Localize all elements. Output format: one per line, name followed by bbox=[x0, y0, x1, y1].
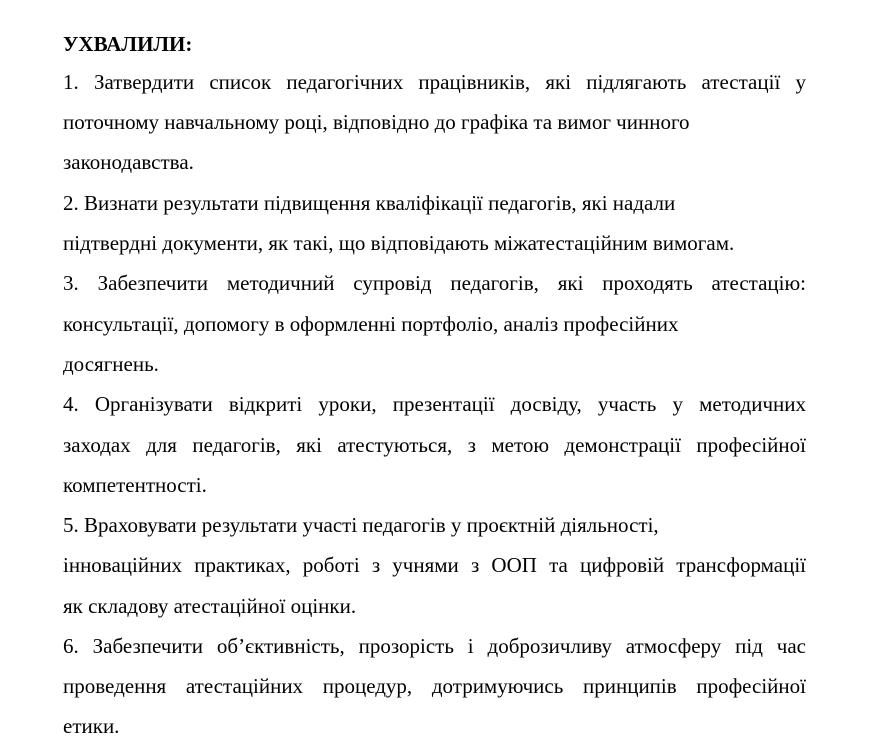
section-heading: УХВАЛИЛИ: bbox=[63, 32, 193, 56]
decision-6-line-1: 6. Забезпечити об’єктивність, прозорість і доброзичливу атмосферу під час bbox=[63, 634, 806, 658]
decision-3-line-2: консультації, допомогу в оформленні портфоліо, аналіз професійних bbox=[63, 312, 679, 336]
decision-1-line-1: 1. Затвердити список педагогічних працівників, які підлягають атестації у bbox=[63, 70, 806, 94]
decision-4-line-1: 4. Організувати відкриті уроки, презентації досвіду, участь у методичних bbox=[63, 392, 806, 416]
decision-2-line-2: підтвердні документи, як такі, що відповідають міжатестаційним вимогам. bbox=[63, 231, 735, 255]
decision-4-line-3: компетентності. bbox=[63, 473, 207, 497]
decision-6-line-2: проведення атестаційних процедур, дотримуючись принципів професійної bbox=[63, 674, 806, 698]
decision-5-line-3: як складову атестаційної оцінки. bbox=[63, 594, 357, 618]
decision-1-line-2: поточному навчальному році, відповідно до графіка та вимог чинного bbox=[63, 110, 690, 134]
decision-1-line-3: законодавства. bbox=[63, 150, 194, 174]
decision-6-line-3: етики. bbox=[63, 714, 120, 738]
decision-3-line-3: досягнень. bbox=[63, 352, 159, 376]
decision-4-line-2: заходах для педагогів, які атестуються, з метою демонстрації професійної bbox=[63, 433, 806, 457]
decision-5-line-1: 5. Враховувати результати участі педагогів у проєктній діяльності, bbox=[63, 513, 659, 537]
decision-5-line-2: інноваційних практиках, роботі з учнями з ООП та цифровій трансформації bbox=[63, 553, 806, 577]
decision-2-line-1: 2. Визнати результати підвищення кваліфікації педагогів, які надали bbox=[63, 191, 676, 215]
decision-3-line-1: 3. Забезпечити методичний супровід педагогів, які проходять атестацію: bbox=[63, 271, 806, 295]
